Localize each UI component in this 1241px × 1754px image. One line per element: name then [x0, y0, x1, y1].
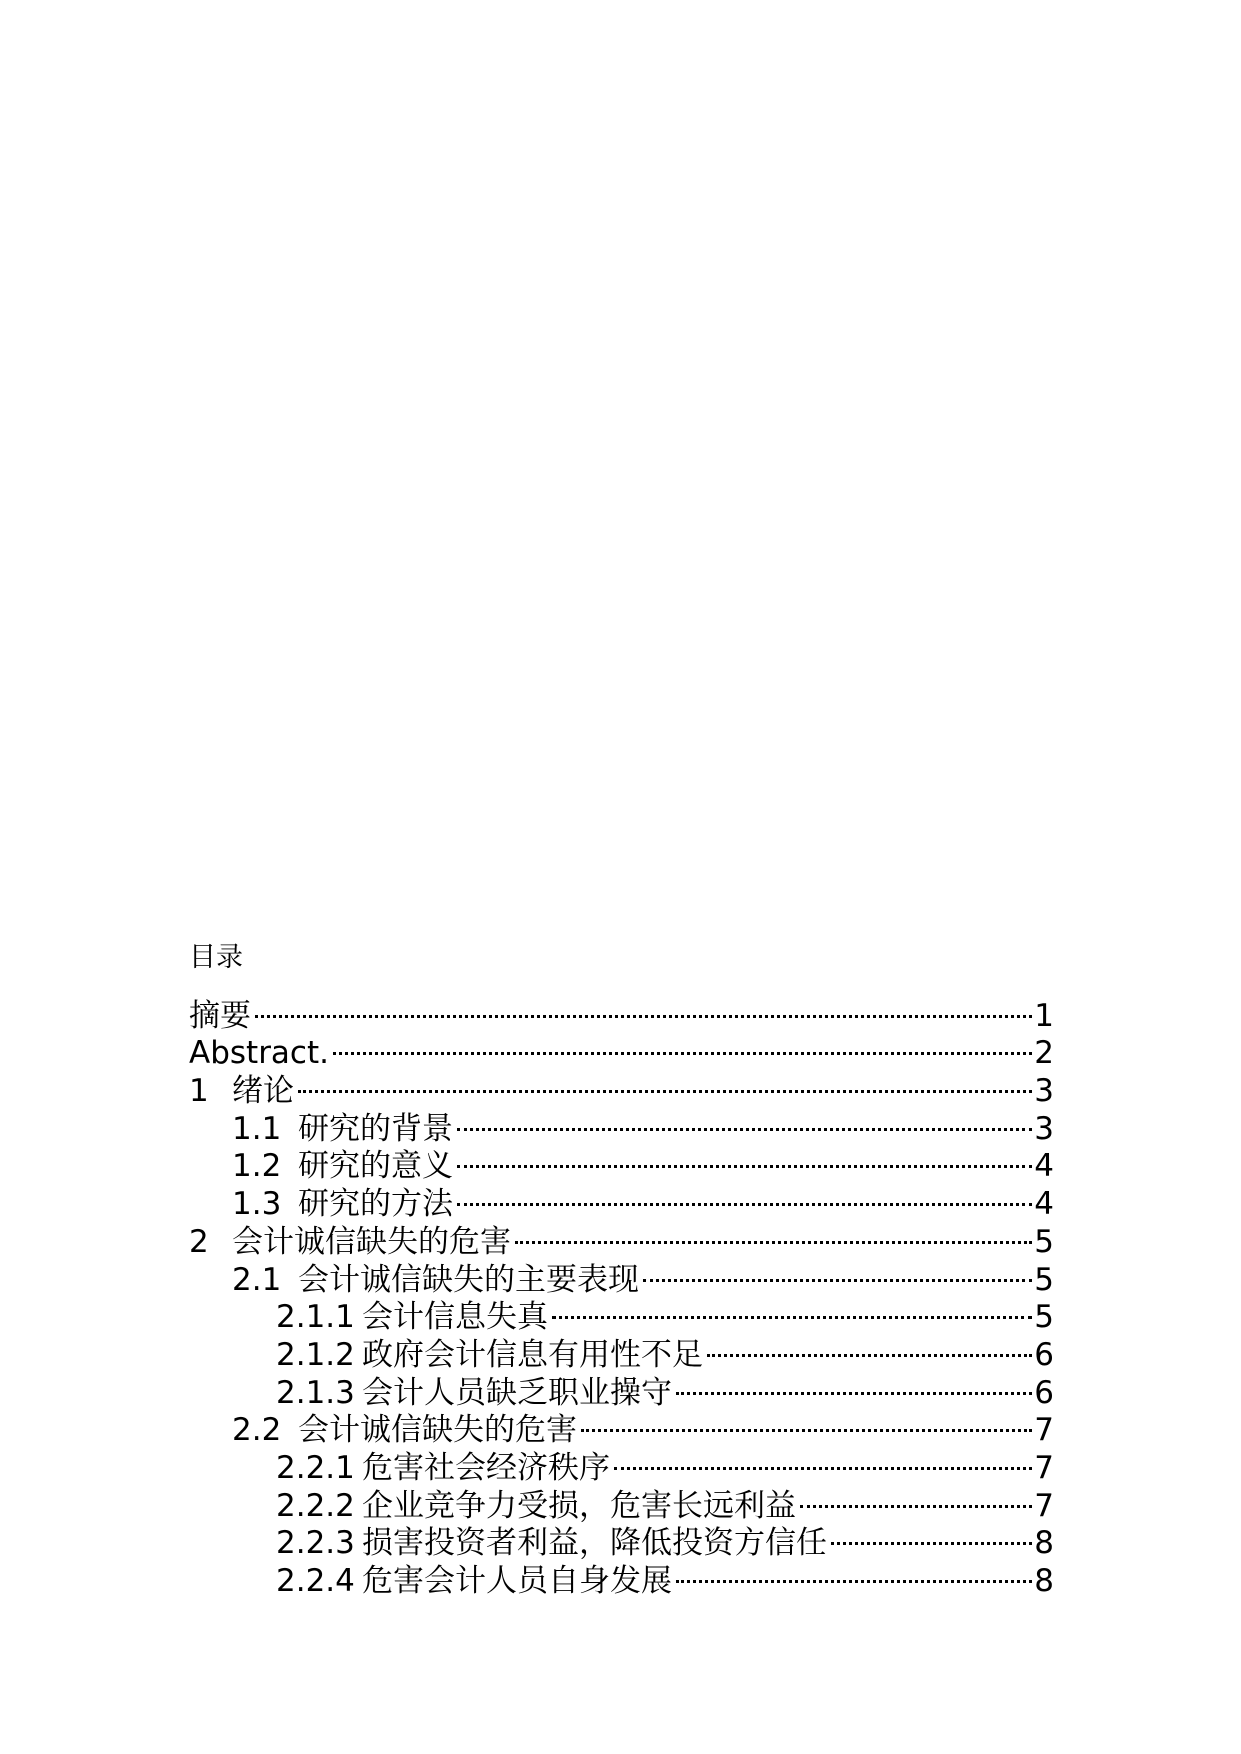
toc-entry-number: 1	[189, 1073, 209, 1110]
toc-entry-page: 6	[1034, 1374, 1054, 1411]
toc-entry-number: 2.1	[232, 1261, 282, 1298]
toc-entry-title: 危害社会经济秩序	[362, 1449, 610, 1486]
toc-dot-leader	[457, 1139, 1032, 1177]
toc-dot-leader	[707, 1327, 1032, 1365]
toc-entry-page: 7	[1034, 1487, 1054, 1524]
toc-entry-title: 危害会计人员自身发展	[362, 1563, 672, 1599]
toc-dot-leader	[457, 1101, 1032, 1139]
toc-entry[interactable]	[189, 1101, 1054, 1147]
toc-entry-title: 研究的背景	[298, 1110, 453, 1147]
toc-entry-title: 会计诚信缺失的危害	[298, 1412, 577, 1449]
toc-entry-number: 1.2	[232, 1148, 282, 1185]
toc-entry-title: 会计诚信缺失的主要表现	[298, 1261, 639, 1298]
toc-entry-number: 2.1.3	[276, 1374, 355, 1411]
toc-entry-title: 会计人员缺乏职业操守	[362, 1374, 672, 1411]
toc-entry-title: Abstract.	[189, 1035, 329, 1072]
toc-dot-leader	[614, 1440, 1032, 1478]
toc-dot-leader	[581, 1403, 1032, 1441]
toc-entry-number: 1.1	[232, 1110, 282, 1147]
toc-entry-number: 2.2.2	[276, 1487, 355, 1524]
toc-entry-number: 2.2.1	[276, 1449, 355, 1486]
toc-entry-page: 8	[1034, 1525, 1054, 1562]
toc-dot-leader	[515, 1214, 1032, 1252]
toc-entry-page: 5	[1034, 1223, 1054, 1260]
toc-entry-page: 2	[1034, 1035, 1054, 1072]
toc-dot-leader	[643, 1252, 1032, 1290]
toc-entry[interactable]	[189, 1026, 1054, 1072]
toc-entry-title: 绪论	[232, 1073, 294, 1110]
toc-entry-page: 4	[1034, 1186, 1054, 1223]
toc-entry-number: 1.3	[232, 1186, 282, 1223]
toc-entry-title: 研究的意义	[298, 1148, 453, 1185]
toc-entry-page: 7	[1034, 1412, 1054, 1449]
toc-dot-leader	[457, 1176, 1032, 1214]
toc-entry-page: 5	[1034, 1261, 1054, 1298]
toc-entry-title: 损害投资者利益，降低投资方信任	[362, 1525, 827, 1562]
toc-dot-leader	[255, 988, 1032, 1026]
toc-entry-page: 3	[1034, 1110, 1054, 1147]
toc-entry-page: 4	[1034, 1148, 1054, 1185]
toc-entry-page: 7	[1034, 1449, 1054, 1486]
toc-dot-leader	[800, 1478, 1032, 1516]
toc-dot-leader	[676, 1553, 1032, 1591]
toc-dot-leader	[333, 1026, 1032, 1064]
toc-entry-page: 1	[1034, 997, 1054, 1034]
toc-dot-leader	[552, 1290, 1032, 1328]
toc-entry-page: 3	[1034, 1073, 1054, 1110]
toc-entry-number: 2.1.2	[276, 1336, 355, 1373]
toc-entry-title: 会计信息失真	[362, 1299, 548, 1336]
toc-entry-number: 2.1.1	[276, 1299, 355, 1336]
toc-entry-title: 摘要	[189, 997, 251, 1034]
toc-dot-leader	[298, 1063, 1032, 1101]
toc-list	[189, 988, 1054, 1599]
toc-dot-leader	[831, 1516, 1032, 1554]
toc-entry-number: 2.2.3	[276, 1525, 355, 1562]
toc-heading: 目录	[189, 942, 243, 973]
toc-entry-number: 2.2.4	[276, 1563, 355, 1599]
toc-entry-number: 2.2	[232, 1412, 282, 1449]
toc-entry[interactable]	[189, 988, 1054, 1034]
toc-entry-title: 企业竞争力受损，危害长远利益	[362, 1487, 796, 1524]
toc-entry[interactable]	[189, 1063, 1054, 1110]
toc-entry-title: 政府会计信息有用性不足	[362, 1336, 703, 1373]
toc-entry-title: 研究的方法	[298, 1186, 453, 1223]
toc-entry-page: 6	[1034, 1336, 1054, 1373]
toc-entry-page: 5	[1034, 1299, 1054, 1336]
toc-dot-leader	[676, 1365, 1032, 1403]
toc-entry-page: 8	[1034, 1563, 1054, 1599]
toc-entry-title: 会计诚信缺失的危害	[232, 1223, 511, 1260]
toc-entry-number: 2	[189, 1223, 209, 1260]
